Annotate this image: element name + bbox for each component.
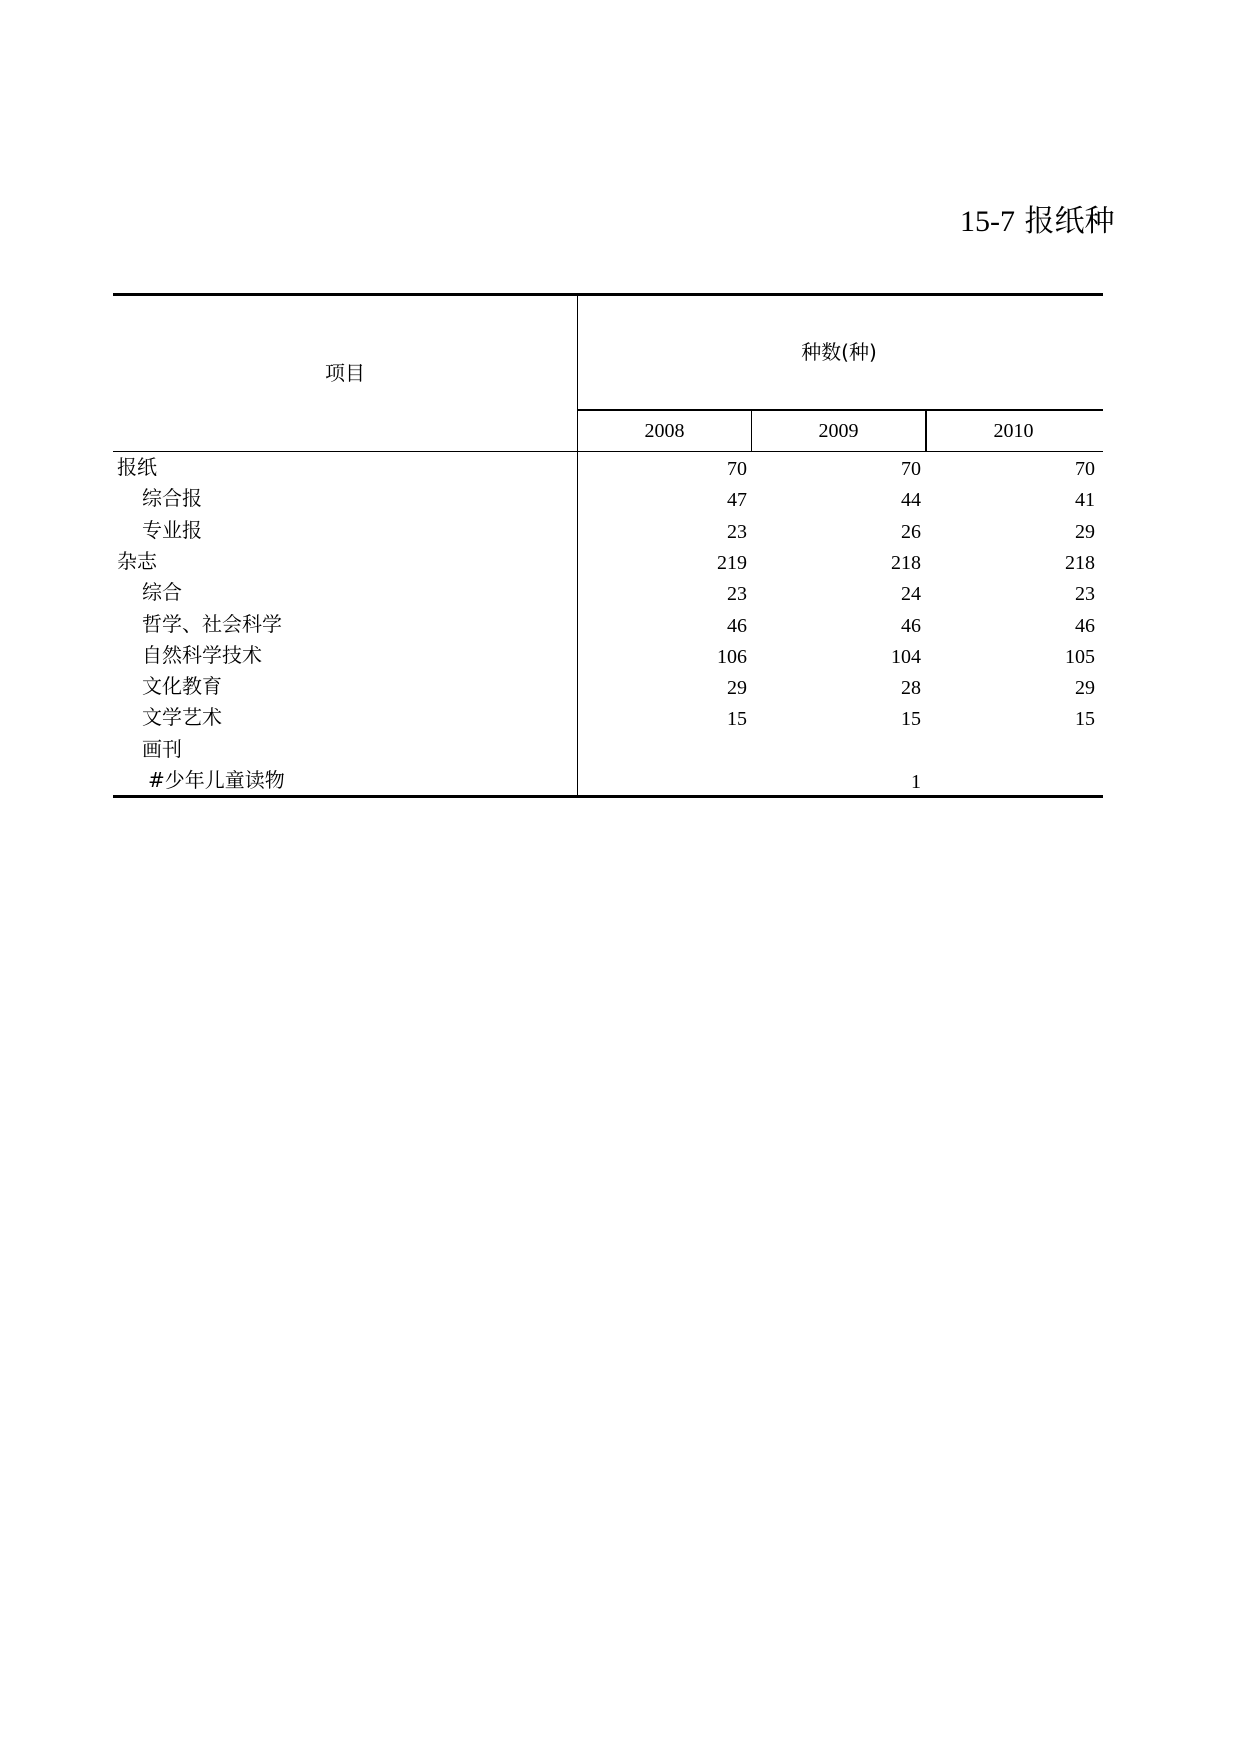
value-cell-2010: 70: [1075, 458, 1095, 480]
value-cell-2008: 47: [727, 489, 747, 512]
value-cell-2009: 44: [901, 489, 921, 512]
row-label: 综合报: [142, 486, 202, 511]
value-cell-2010: 15: [1075, 708, 1095, 731]
value-cell-2008: 106: [717, 645, 747, 668]
value-cell-2010: 46: [1075, 614, 1095, 637]
value-cell-2008: 219: [717, 551, 747, 574]
value-cell-2009: 24: [901, 583, 921, 606]
top-rule: [113, 293, 1103, 296]
value-cell-2009: 26: [901, 520, 921, 543]
value-cell-2008: 46: [727, 614, 747, 637]
value-cell-2009: 1: [911, 771, 921, 793]
row-label: 专业报: [142, 517, 202, 542]
header-year-2008: 2008: [644, 420, 685, 442]
row-label: 画刊: [142, 736, 182, 761]
value-cell-2010: 105: [1065, 645, 1095, 668]
row-label: 杂志: [117, 548, 157, 573]
value-cell-2009: 70: [901, 458, 921, 480]
row-label: 文化教育: [142, 674, 222, 699]
value-cell-2010: 29: [1075, 520, 1095, 543]
row-label: 报纸: [117, 455, 157, 479]
value-cell-2009: 15: [901, 708, 921, 731]
row-label: 自然科学技术: [142, 642, 262, 667]
header-year-2010: 2010: [993, 420, 1034, 442]
value-cell-2008: 15: [727, 708, 747, 731]
value-cell-2009: 46: [901, 614, 921, 637]
value-cell-2008: 70: [727, 458, 747, 480]
value-cell-2009: 218: [891, 551, 921, 574]
value-cell-2009: 28: [901, 677, 921, 700]
group-header-rule: [577, 409, 1103, 411]
row-label: 哲学、社会科学: [142, 611, 282, 636]
header-year-2009: 2009: [818, 420, 859, 442]
value-cell-2008: 23: [727, 520, 747, 543]
table-number: 15-7: [960, 205, 1015, 238]
value-cell-2010: 41: [1075, 489, 1095, 512]
value-cell-2008: 29: [727, 677, 747, 700]
bottom-rule: [113, 795, 1103, 798]
item-column-divider: [577, 293, 578, 797]
table-title-text: 报纸种: [1024, 204, 1115, 239]
value-cell-2010: 29: [1075, 677, 1095, 700]
value-cell-2010: 23: [1075, 583, 1095, 606]
value-cell-2009: 104: [891, 645, 921, 668]
row-label: 综合: [142, 580, 182, 605]
header-group-label: 种数(种): [801, 340, 877, 364]
value-cell-2010: 218: [1065, 551, 1095, 574]
header-item-label: 项目: [325, 361, 365, 385]
header-bottom-rule: [113, 451, 1103, 452]
table-title: [960, 202, 1115, 242]
row-label: 文学艺术: [142, 705, 222, 730]
value-cell-2008: 23: [727, 583, 747, 606]
row-label: #少年儿童读物: [148, 768, 285, 792]
